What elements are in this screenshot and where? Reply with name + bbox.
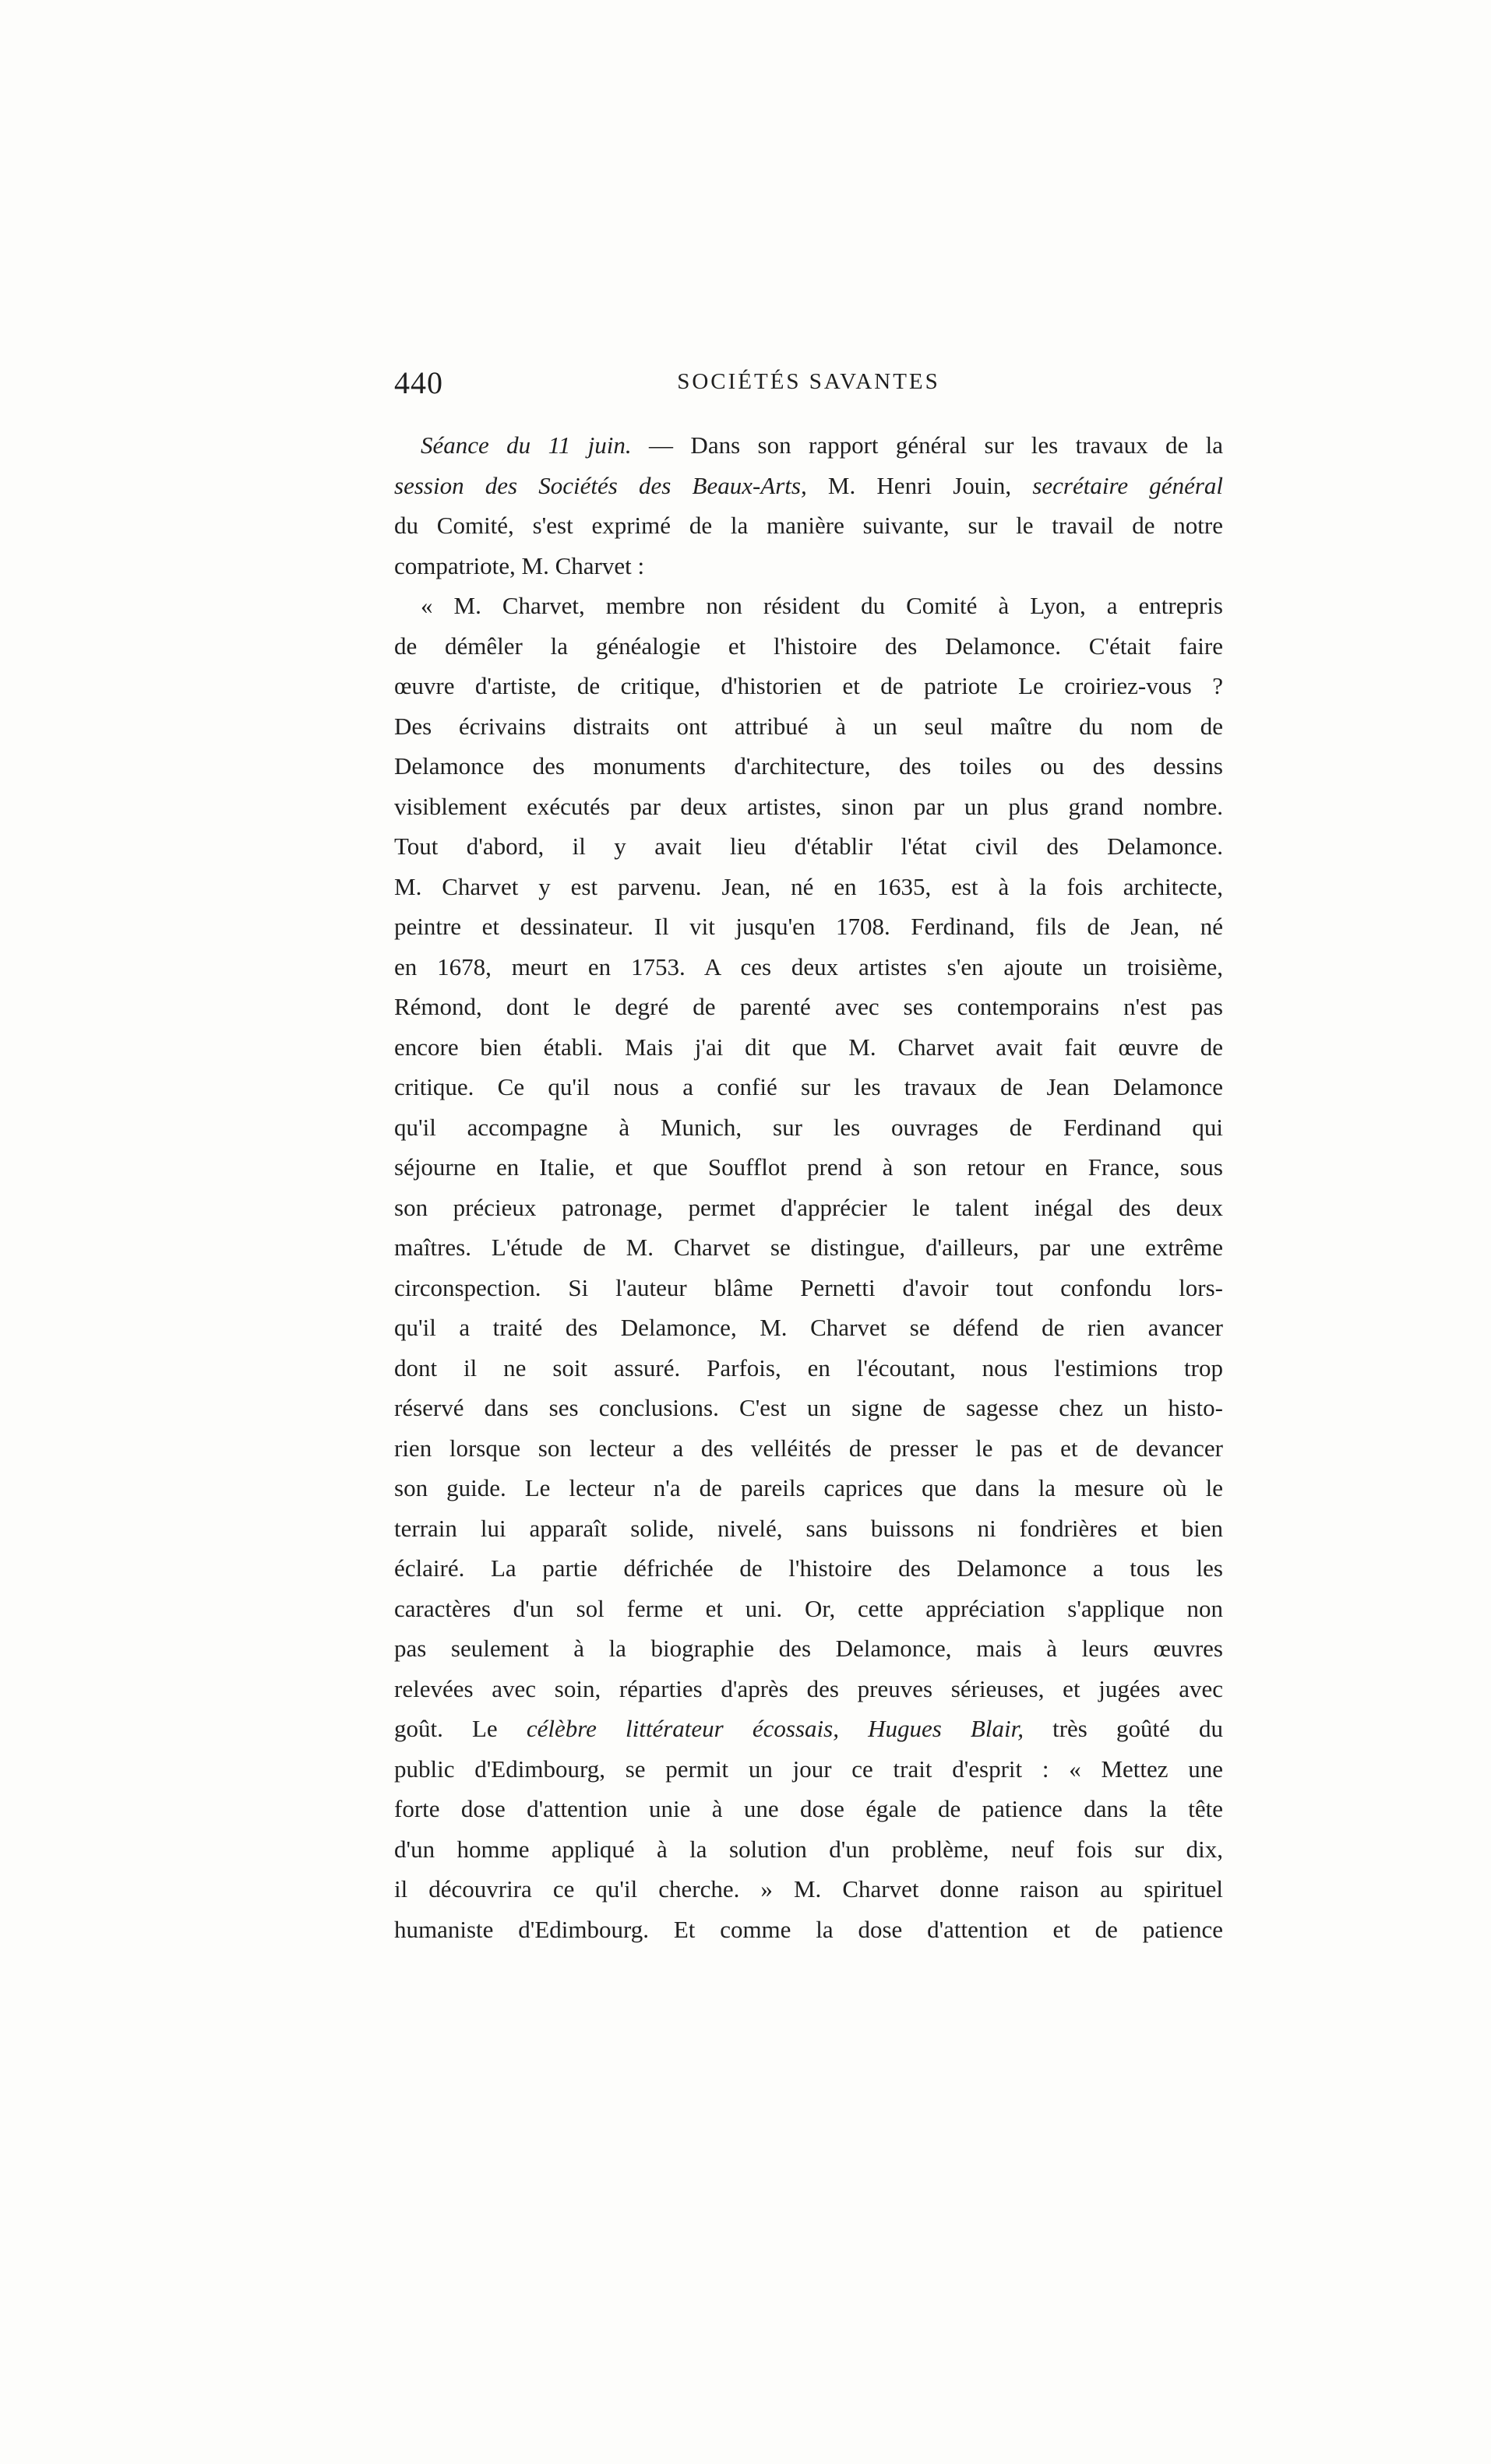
text-segment: M. Henri Jouin, bbox=[806, 471, 1033, 499]
text-line bbox=[394, 466, 1223, 506]
text-line: il découvrira ce qu'il cherche. » M. Charvet donne raison au spirituel bbox=[394, 1875, 1223, 1903]
text-line: éclairé. La partie défrichée de l'histoire des Delamonce a tous les bbox=[394, 1554, 1223, 1582]
text-line bbox=[394, 1709, 1223, 1749]
text-line: qu'il a traité des Delamonce, M. Charvet se défend de rien avancer bbox=[394, 1314, 1223, 1341]
text-line: rien lorsque son lecteur a des velléités de presser le pas et de devancer bbox=[394, 1434, 1223, 1462]
text-line: humaniste d'Edimbourg. Et comme la dose d'attention et de patience bbox=[394, 1915, 1223, 1943]
text-segment: goût. Le bbox=[394, 1715, 527, 1742]
text-line: œuvre d'artiste, de critique, d'historien et de patriote Le croiriez-vous ? bbox=[394, 672, 1223, 699]
text-line: « M. Charvet, membre non résident du Comité à Lyon, a entrepris bbox=[421, 592, 1223, 619]
text-line: Delamonce des monuments d'architecture, des toiles ou des dessins bbox=[394, 752, 1223, 780]
text-line: forte dose d'attention unie à une dose égale de patience dans la tête bbox=[394, 1795, 1223, 1822]
text-line: peintre et dessinateur. Il vit jusqu'en 1708. Ferdinand, fils de Jean, né bbox=[394, 913, 1223, 940]
text-line: réservé dans ses conclusions. C'est un signe de sagesse chez un histo- bbox=[394, 1394, 1223, 1421]
text-line: pas seulement à la biographie des Delamonce, mais à leurs œuvres bbox=[394, 1635, 1223, 1662]
text-line: en 1678, meurt en 1753. A ces deux artistes s'en ajoute un troisième, bbox=[394, 952, 1223, 980]
text-line: qu'il accompagne à Munich, sur les ouvrages de Ferdinand qui bbox=[394, 1113, 1223, 1141]
text-line: son précieux patronage, permet d'apprécier le talent inégal des deux bbox=[394, 1193, 1223, 1221]
text-line: critique. Ce qu'il nous a confié sur les travaux de Jean Delamonce bbox=[394, 1073, 1223, 1100]
session-date: Séance du 11 juin. bbox=[421, 431, 632, 459]
text-line: Tout d'abord, il y avait lieu d'établir l'état civil des Delamonce. bbox=[394, 832, 1223, 860]
text-line: caractères d'un sol ferme et uni. Or, cette appréciation s'applique non bbox=[394, 1594, 1223, 1622]
page-number: 440 bbox=[394, 365, 443, 400]
text-segment-italic: célèbre littérateur écossais, Hugues Blair, bbox=[526, 1715, 1024, 1742]
text-line: son guide. Le lecteur n'a de pareils caprices que dans la mesure où le bbox=[394, 1474, 1223, 1501]
text-line bbox=[394, 425, 1223, 466]
text-line: circonspection. Si l'auteur blâme Pernetti d'avoir tout confondu lors- bbox=[394, 1273, 1223, 1301]
text-line: encore bien établi. Mais j'ai dit que M. Charvet avait fait œuvre de bbox=[394, 1033, 1223, 1061]
text-segment: — Dans son rapport général sur les travaux de la bbox=[631, 431, 1223, 459]
text-line: du Comité, s'est exprimé de la manière suivante, sur le travail de notre bbox=[394, 512, 1223, 539]
text-segment-italic: secrétaire général bbox=[1032, 471, 1223, 499]
body-text bbox=[394, 425, 1223, 1949]
text-line: maîtres. L'étude de M. Charvet se distingue, d'ailleurs, par une extrême bbox=[394, 1234, 1223, 1261]
text-segment: très goûté du bbox=[1023, 1715, 1223, 1742]
text-segment-italic: session des Sociétés des Beaux-Arts, bbox=[394, 471, 807, 499]
text-line: visiblement exécutés par deux artistes, sinon par un plus grand nombre. bbox=[394, 792, 1223, 820]
text-line: M. Charvet y est parvenu. Jean, né en 1635, est à la fois architecte, bbox=[394, 872, 1223, 900]
text-line: compatriote, M. Charvet : bbox=[394, 551, 645, 579]
text-line: Des écrivains distraits ont attribué à un seul maître du nom de bbox=[394, 712, 1223, 740]
text-line: de démêler la généalogie et l'histoire des Delamonce. C'était faire bbox=[394, 632, 1223, 660]
text-line: terrain lui apparaît solide, nivelé, sans buissons ni fondrières et bien bbox=[394, 1514, 1223, 1542]
text-line: séjourne en Italie, et que Soufflot prend à son retour en France, sous bbox=[394, 1153, 1223, 1181]
running-head: SOCIÉTÉS SAVANTES bbox=[677, 369, 940, 394]
text-line: relevées avec soin, réparties d'après des preuves sérieuses, et jugées avec bbox=[394, 1674, 1223, 1702]
text-line: public d'Edimbourg, se permit un jour ce trait d'esprit : « Mettez une bbox=[394, 1755, 1223, 1783]
page-header bbox=[394, 364, 1223, 411]
text-line: dont il ne soit assuré. Parfois, en l'écoutant, nous l'estimions trop bbox=[394, 1353, 1223, 1382]
text-line: Rémond, dont le degré de parenté avec ses contemporains n'est pas bbox=[394, 993, 1223, 1020]
text-line: d'un homme appliqué à la solution d'un problème, neuf fois sur dix, bbox=[394, 1835, 1223, 1863]
